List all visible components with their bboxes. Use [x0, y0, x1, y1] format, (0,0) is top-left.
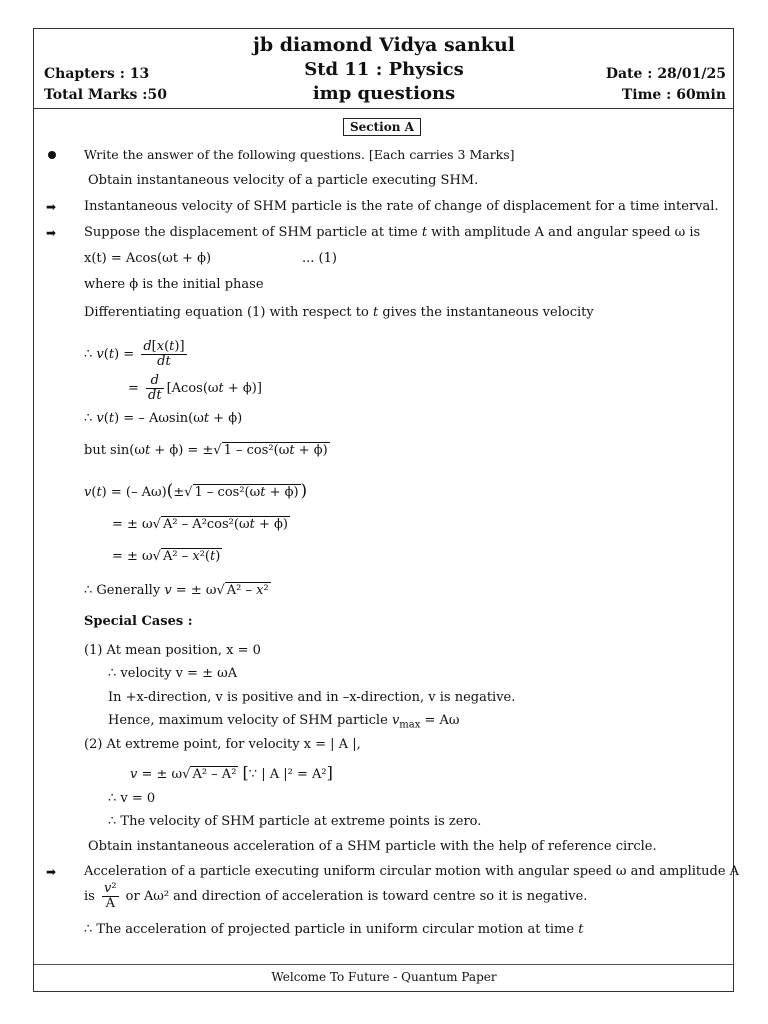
general-velocity: ∴ Generally v = ± ω√ A² – x²: [84, 583, 269, 598]
paper-subtitle: imp questions: [312, 83, 456, 104]
arrow-bullet-icon: ➡: [46, 200, 57, 214]
phase-note: where ϕ is the initial phase: [84, 277, 264, 292]
velocity-substitution: v(t) = (– Aω)(±√ 1 – cos²(ωt + ϕ) ): [84, 481, 308, 501]
bullet-icon: [48, 151, 56, 159]
answer2-line-2: is $\frac{\text{v²}}{A}$ or Aω² and direction of acceleration is toward centre so it is negative.: [84, 881, 588, 911]
case-1-direction: In +x-direction, v is positive and in –x-direction, v is negative.: [108, 690, 516, 705]
case-1-max: Hence, maximum velocity of SHM particle $v_{max} = A\omega$: [108, 713, 460, 731]
case-2: (2) At extreme point, for velocity x = | A |,: [84, 737, 361, 752]
answer-line-2: Suppose the displacement of SHM particle at time t with amplitude A and angular speed ω is: [84, 225, 701, 240]
section-label: Section A: [343, 118, 421, 136]
case-1: (1) At mean position, x = 0: [84, 643, 261, 658]
school-name: jb diamond Vidya sankul: [253, 34, 515, 56]
footer-divider: [34, 964, 733, 965]
chapters-label: Chapters : 13: [44, 66, 150, 82]
arrow-bullet-icon: ➡: [46, 226, 57, 240]
velocity-step-3: = ± ω√ A² – x²(t): [112, 549, 221, 564]
arrow-bullet-icon: ➡: [46, 865, 57, 879]
identity-line: but sin(ωt + ϕ) = ±√ 1 – cos²(ωt + ϕ): [84, 443, 328, 458]
velocity-derivative-2: = $\frac{d}{dt}$ [Acos(ωt + ϕ)]: [128, 373, 262, 403]
differentiate-text: Differentiating equation (1) with respect to t gives the instantaneous velocity: [84, 305, 594, 320]
date-label: Date : 28/01/25: [605, 66, 726, 82]
velocity-result: ∴ v(t) = – Aωsin(ωt + ϕ): [84, 411, 243, 426]
answer2-line-3: ∴ The acceleration of projected particle in uniform circular motion at time t: [84, 922, 584, 937]
case-2-conclusion: ∴ The velocity of SHM particle at extreme points is zero.: [108, 814, 482, 829]
question-1: Obtain instantaneous velocity of a particle executing SHM.: [88, 173, 479, 188]
footer-text: Welcome To Future - Quantum Paper: [271, 970, 497, 984]
standard-title: Std 11 : Physics: [304, 59, 464, 80]
special-cases-heading: Special Cases :: [84, 614, 193, 629]
case-2-result: ∴ v = 0: [108, 791, 156, 806]
case-1-velocity: ∴ velocity v = ± ωA: [108, 666, 238, 681]
answer2-line-1: Acceleration of a particle executing uniform circular motion with angular speed ω and amplitude A: [84, 864, 740, 879]
instruction-text: Write the answer of the following questions. [Each carries 3 Marks]: [84, 147, 515, 162]
velocity-step-2: = ± ω√ A² – A²cos²(ωt + ϕ): [112, 517, 288, 532]
total-marks-label: Total Marks :50: [44, 87, 167, 103]
question-2: Obtain instantaneous acceleration of a SHM particle with the help of reference circle.: [88, 839, 657, 854]
case-2-equation: v = ± ω√ A² – A² [∵ | A |² = A²]: [130, 763, 333, 782]
time-label: Time : 60min: [621, 87, 726, 103]
equation-1-ref: ... (1): [302, 251, 337, 266]
header-divider: [34, 108, 733, 109]
answer-line-1: Instantaneous velocity of SHM particle is the rate of change of displacement for a time interval.: [84, 199, 719, 214]
velocity-derivative: ∴ v(t) = $\frac{d[x(t)]}{dt}$: [84, 339, 185, 369]
equation-1: x(t) = Acos(ωt + ϕ): [84, 251, 212, 266]
